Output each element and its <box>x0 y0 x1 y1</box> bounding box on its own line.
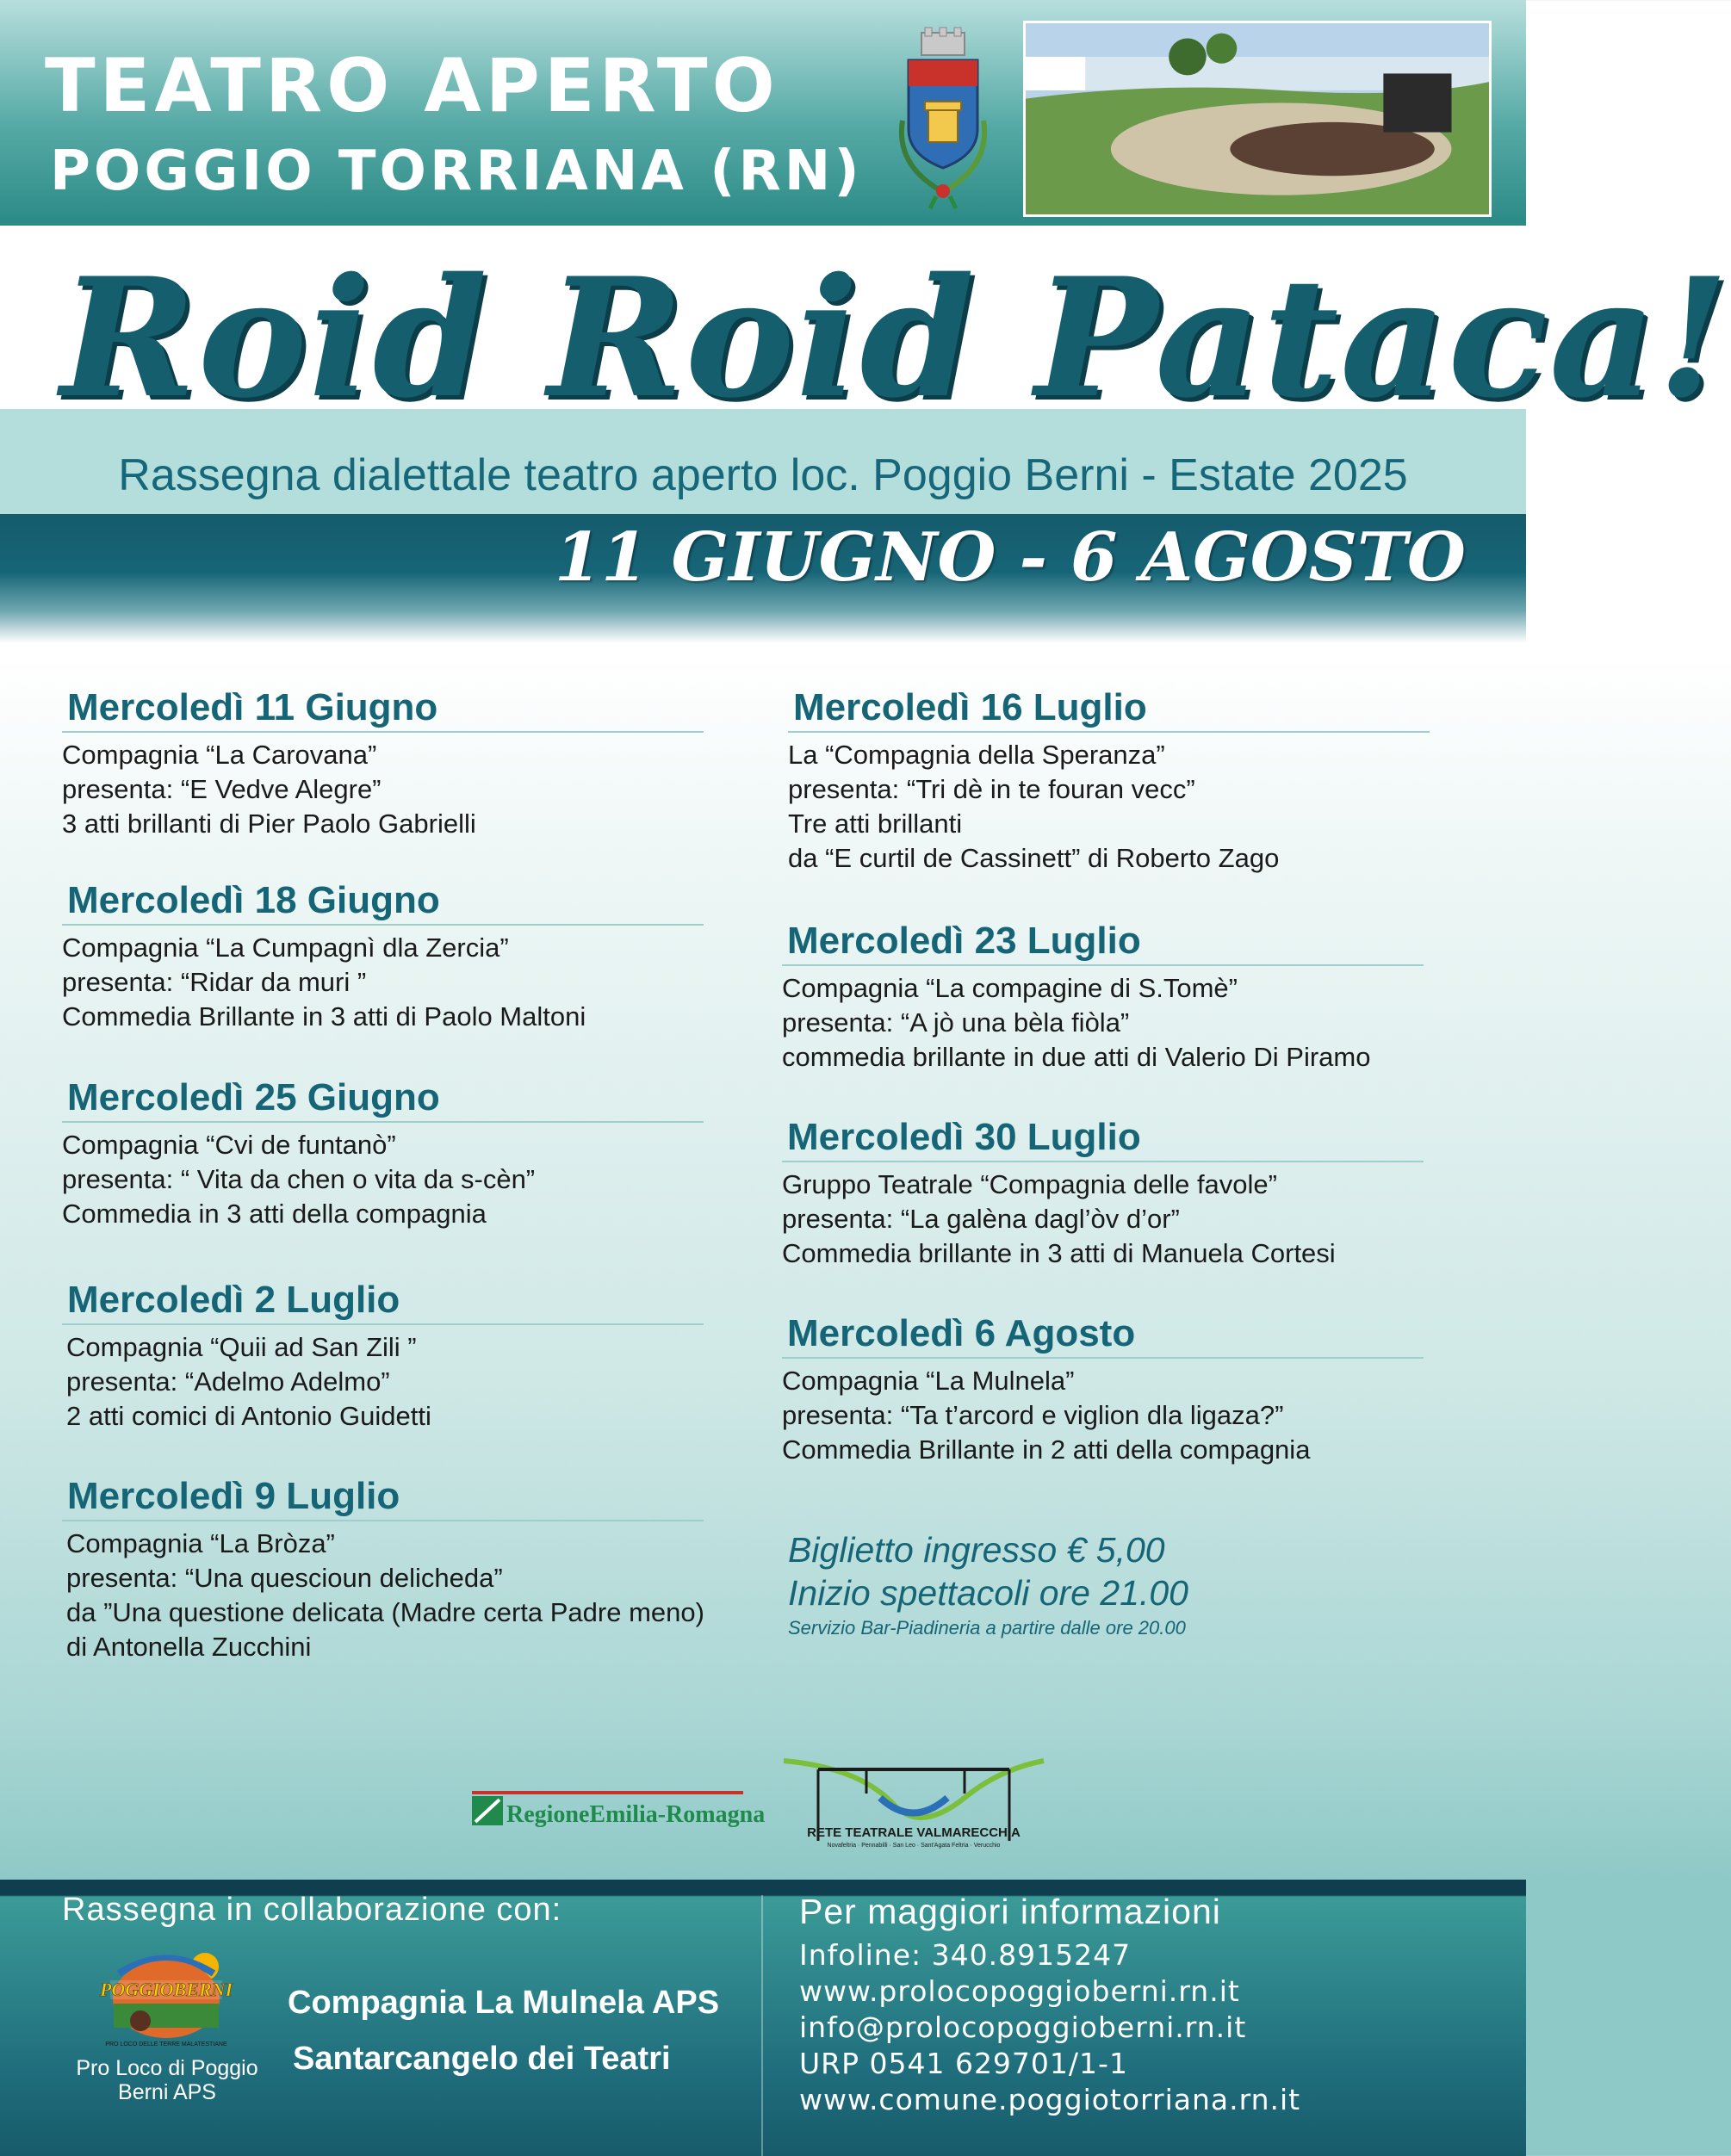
event-play: presenta: “ Vita da chen o vita da s-cèn” <box>62 1164 536 1194</box>
date-range: 11 GIUGNO - 6 AGOSTO <box>554 518 1466 597</box>
event-item <box>788 686 1430 876</box>
event-details: Commedia Brillante in 3 atti di Paolo Maltoni <box>62 1001 586 1032</box>
partner-name: Compagnia La Mulnela APS <box>288 1985 720 2021</box>
event-details: Commedia Brillante in 2 atti della compagnia <box>782 1434 1311 1465</box>
event-item <box>62 686 704 841</box>
event-series-title: Roid Roid Pataca! <box>60 242 1731 434</box>
event-item <box>62 879 704 1034</box>
event-date: Mercoledì 30 Luglio <box>782 1116 1424 1162</box>
show-start-time: Inizio spettacoli ore 21.00 <box>788 1573 1188 1613</box>
partner-name: Santarcangelo dei Teatri <box>293 2041 671 2077</box>
municipal-crest-icon <box>887 26 999 211</box>
proloco-email-link[interactable]: info@prolocopoggioberni.rn.it <box>799 2010 1247 2044</box>
event-details: Commedia brillante in 3 atti di Manuela Cortesi <box>782 1238 1336 1268</box>
event-company: Compagnia “La Cumpagnì dla Zercia” <box>62 932 509 963</box>
event-play: presenta: “La galèna dagl’òv d’or” <box>782 1204 1180 1234</box>
regione-logo-icon <box>472 1791 766 1829</box>
event-play: presenta: “Ridar da muri ” <box>62 967 367 997</box>
info-title: Per maggiori informazioni <box>799 1892 1221 1931</box>
event-item <box>62 1076 704 1231</box>
event-item <box>62 1475 704 1664</box>
proloco-logo-text: POGGIOBERNI <box>99 1979 233 2000</box>
rete-logo-sub: Novafeltria · Pennabilli · San Leo · Sant'Agata Feltria · Verucchio <box>827 1843 1001 1849</box>
proloco-website-link[interactable]: www.prolocopoggioberni.rn.it <box>799 1974 1240 2008</box>
event-company: Gruppo Teatrale “Compagnia delle favole” <box>782 1169 1277 1199</box>
urp-phone[interactable]: URP 0541 629701/1-1 <box>799 2047 1128 2080</box>
event-company: Compagnia “La Carovana” <box>62 740 377 770</box>
bar-service: Servizio Bar-Piadineria a partire dalle ore 20.00 <box>788 1617 1186 1639</box>
event-item <box>782 920 1424 1075</box>
event-play: presenta: “E Vedve Alegre” <box>62 774 382 804</box>
header-title: TEATRO APERTO <box>45 43 779 129</box>
event-play: presenta: “Tri dè in te fouran vecc” <box>788 774 1195 804</box>
series-subtitle: Rassegna dialettale teatro aperto loc. Poggio Berni - Estate 2025 <box>118 450 1408 500</box>
event-play: presenta: “Una quescioun delicheda” <box>66 1563 503 1593</box>
event-play: presenta: “A jò una bèla fiòla” <box>782 1007 1130 1038</box>
rete-logo-title: RETE TEATRALE VALMARECCHIA <box>807 1825 1021 1840</box>
header-subtitle: POGGIO TORRIANA (RN) <box>50 139 863 203</box>
event-item <box>782 1116 1424 1271</box>
event-date: Mercoledì 11 Giugno <box>62 686 704 733</box>
proloco-name: Pro Loco di Poggio Berni APS <box>76 2056 258 2104</box>
event-details: commedia brillante in due atti di Valerio Di Piramo <box>782 1042 1371 1072</box>
event-details: Tre atti brillanti <box>788 808 963 839</box>
event-details: Commedia in 3 atti della compagnia <box>62 1199 487 1229</box>
ticket-price: Biglietto ingresso € 5,00 <box>788 1530 1165 1570</box>
collaboration-title: Rassegna in collaborazione con: <box>62 1892 562 1928</box>
event-item <box>782 1312 1424 1467</box>
rete-teatrale-logo-icon <box>784 1759 1044 1849</box>
comune-website-link[interactable]: www.comune.poggiotorriana.rn.it <box>799 2083 1301 2116</box>
event-author: da “E curtil de Cassinett” di Roberto Zago <box>788 843 1280 873</box>
event-details: 3 atti brillanti di Pier Paolo Gabrielli <box>62 808 476 839</box>
event-company: Compagnia “La compagine di S.Tomè” <box>782 973 1238 1003</box>
event-date: Mercoledì 23 Luglio <box>782 920 1424 966</box>
event-author: di Antonella Zucchini <box>66 1632 312 1662</box>
event-date: Mercoledì 25 Giugno <box>62 1076 704 1123</box>
regione-logo-text: RegioneEmilia-Romagna <box>506 1801 766 1828</box>
event-company: Compagnia “La Mulnela” <box>782 1366 1075 1396</box>
proloco-logo-icon <box>99 1948 233 2051</box>
event-company: La “Compagnia della Speranza” <box>788 740 1165 770</box>
event-company: Compagnia “Cvi de funtanò” <box>62 1130 396 1160</box>
event-item <box>62 1279 704 1434</box>
event-date: Mercoledì 16 Luglio <box>788 686 1430 733</box>
footer-divider <box>761 1895 763 2156</box>
infoline-phone[interactable]: Infoline: 340.8915247 <box>799 1938 1132 1972</box>
proloco-logo-sub: PRO LOCO DELLE TERRE MALATESTIANE <box>105 2041 227 2048</box>
event-details: da ”Una questione delicata (Madre certa Padre meno) <box>66 1597 704 1627</box>
event-date: Mercoledì 2 Luglio <box>62 1279 704 1325</box>
event-company: Compagnia “La Bròza” <box>66 1528 335 1558</box>
amphitheatre-photo <box>1023 21 1492 217</box>
info-list <box>799 1937 1300 2118</box>
event-play: presenta: “Adelmo Adelmo” <box>66 1366 390 1397</box>
event-date: Mercoledì 9 Luglio <box>62 1475 704 1521</box>
event-details: 2 atti comici di Antonio Guidetti <box>66 1401 431 1431</box>
ticket-info <box>788 1528 1188 1642</box>
event-date: Mercoledì 18 Giugno <box>62 879 704 926</box>
event-date: Mercoledì 6 Agosto <box>782 1312 1424 1359</box>
event-play: presenta: “Ta t’arcord e viglion dla ligaza?” <box>782 1400 1284 1430</box>
event-company: Compagnia “Quii ad San Zili ” <box>66 1332 417 1362</box>
